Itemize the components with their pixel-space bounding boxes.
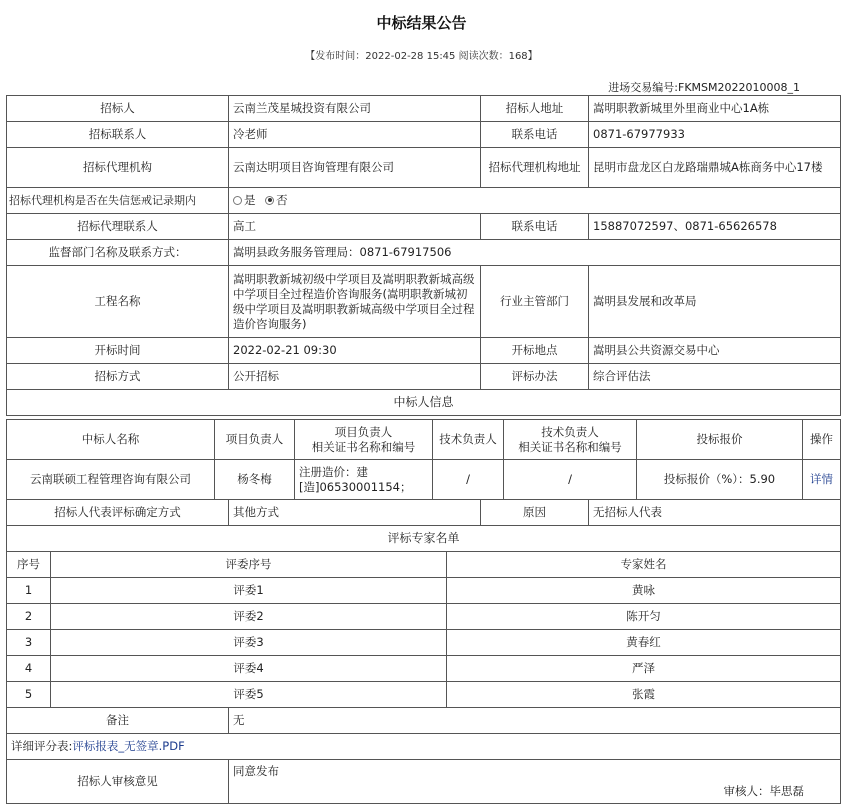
experts-table bbox=[6, 551, 841, 708]
discredit-radio-group bbox=[229, 188, 841, 214]
winner-header-pm-cert: 项目负责人 相关证书名称和编号 bbox=[295, 420, 433, 460]
expert-no: 4 bbox=[7, 656, 51, 682]
project-label: 工程名称 bbox=[7, 266, 229, 338]
review-value: 同意发布 bbox=[233, 764, 279, 778]
expert-name: 张霞 bbox=[447, 682, 841, 708]
contact-value: 冷老师 bbox=[229, 122, 481, 148]
contact-label: 招标联系人 bbox=[7, 122, 229, 148]
open-place-label: 开标地点 bbox=[481, 338, 589, 364]
agency-contact-value: 高工 bbox=[229, 214, 481, 240]
detail-pdf-link[interactable]: 评标报表_无签章.PDF bbox=[72, 739, 185, 753]
table-row bbox=[7, 604, 841, 630]
basic-info-table bbox=[6, 95, 841, 416]
industry-value: 嵩明县发展和改革局 bbox=[589, 266, 841, 338]
project-value: 嵩明职教新城初级中学项目及嵩明职教新城高级中学项目全过程造价咨询服务(嵩明职教新城初级中学项目及嵩明职教新城高级中学项目全过程造价咨询服务) bbox=[229, 266, 481, 338]
trade-number: 进场交易编号:FKMSM2022010008_1 bbox=[608, 81, 800, 94]
tenderer-value: 云南兰茂星城投资有限公司 bbox=[229, 96, 481, 122]
tenderer-label: 招标人 bbox=[7, 96, 229, 122]
winner-section-title: 中标人信息 bbox=[7, 390, 841, 416]
experts-header-name: 专家姓名 bbox=[447, 552, 841, 578]
discredit-yes-label: 是 bbox=[244, 192, 256, 207]
reviewer-name: 审核人：毕思磊 bbox=[723, 784, 804, 798]
eval-value: 综合评估法 bbox=[589, 364, 841, 390]
table-row bbox=[7, 460, 841, 500]
winner-header-tech: 技术负责人 bbox=[433, 420, 504, 460]
radio-no-checked-icon[interactable] bbox=[265, 196, 274, 205]
agency-contact-label: 招标代理联系人 bbox=[7, 214, 229, 240]
expert-no: 1 bbox=[7, 578, 51, 604]
tenderer-address-value: 嵩明职教新城里外里商业中心1A栋 bbox=[589, 96, 841, 122]
remark-value: 无 bbox=[229, 708, 841, 734]
table-row bbox=[7, 682, 841, 708]
supervisor-value: 嵩明县政务服务管理局：0871-67917506 bbox=[229, 240, 841, 266]
winner-pm: 杨冬梅 bbox=[215, 460, 295, 500]
expert-seq: 评委1 bbox=[51, 578, 447, 604]
expert-no: 5 bbox=[7, 682, 51, 708]
footer-table bbox=[6, 707, 841, 804]
expert-no: 3 bbox=[7, 630, 51, 656]
discredit-yes-option[interactable] bbox=[233, 193, 256, 208]
open-place-value: 嵩明县公共资源交易中心 bbox=[589, 338, 841, 364]
review-label: 招标人审核意见 bbox=[7, 760, 229, 804]
rep-table bbox=[6, 499, 841, 552]
agency-phone-value: 15887072597、0871-65626578 bbox=[589, 214, 841, 240]
winner-detail-link[interactable]: 详情 bbox=[803, 460, 841, 500]
winner-header-pm: 项目负责人 bbox=[215, 420, 295, 460]
page-title: 中标结果公告 bbox=[376, 14, 467, 32]
winner-pm-cert: 注册造价：建[造]06530001154； bbox=[295, 460, 433, 500]
winner-header-name: 中标人名称 bbox=[7, 420, 215, 460]
experts-header-seq: 评委序号 bbox=[51, 552, 447, 578]
table-row bbox=[7, 578, 841, 604]
expert-no: 2 bbox=[7, 604, 51, 630]
expert-name: 陈开匀 bbox=[447, 604, 841, 630]
expert-name: 黄春红 bbox=[447, 630, 841, 656]
rep-method-value: 其他方式 bbox=[229, 500, 481, 526]
winner-header-op: 操作 bbox=[803, 420, 841, 460]
table-row bbox=[7, 630, 841, 656]
agency-address-label: 招标代理机构地址 bbox=[481, 148, 589, 188]
publish-meta: 【发布时间：2022-02-28 15:45 阅读次数：168】 bbox=[305, 51, 538, 62]
expert-seq: 评委4 bbox=[51, 656, 447, 682]
method-value: 公开招标 bbox=[229, 364, 481, 390]
phone-value: 0871-67977933 bbox=[589, 122, 841, 148]
detail-row bbox=[7, 734, 841, 760]
expert-seq: 评委3 bbox=[51, 630, 447, 656]
expert-seq: 评委2 bbox=[51, 604, 447, 630]
reason-label: 原因 bbox=[481, 500, 589, 526]
winner-header-tech-cert: 技术负责人 相关证书名称和编号 bbox=[504, 420, 637, 460]
reason-value: 无招标人代表 bbox=[589, 500, 841, 526]
winner-table bbox=[6, 419, 841, 500]
industry-label: 行业主管部门 bbox=[481, 266, 589, 338]
radio-yes-icon[interactable] bbox=[233, 196, 242, 205]
expert-seq: 评委5 bbox=[51, 682, 447, 708]
winner-name: 云南联硕工程管理咨询有限公司 bbox=[7, 460, 215, 500]
expert-name: 黄咏 bbox=[447, 578, 841, 604]
expert-name: 严泽 bbox=[447, 656, 841, 682]
winner-tech-cert: / bbox=[504, 460, 637, 500]
agency-address-value: 昆明市盘龙区白龙路瑞鼎城A栋商务中心17楼 bbox=[589, 148, 841, 188]
open-time-label: 开标时间 bbox=[7, 338, 229, 364]
agency-label: 招标代理机构 bbox=[7, 148, 229, 188]
supervisor-label: 监督部门名称及联系方式： bbox=[7, 240, 229, 266]
experts-section-title: 评标专家名单 bbox=[7, 526, 841, 552]
method-label: 招标方式 bbox=[7, 364, 229, 390]
review-cell bbox=[229, 760, 841, 804]
phone-label: 联系电话 bbox=[481, 122, 589, 148]
detail-prefix: 详细评分表: bbox=[11, 739, 73, 753]
winner-bid: 投标报价（%）：5.90 bbox=[637, 460, 803, 500]
discredit-label: 招标代理机构是否在失信惩戒记录期内 bbox=[7, 188, 229, 214]
agency-phone-label: 联系电话 bbox=[481, 214, 589, 240]
table-row bbox=[7, 656, 841, 682]
winner-header-bid: 投标报价 bbox=[637, 420, 803, 460]
tenderer-address-label: 招标人地址 bbox=[481, 96, 589, 122]
eval-label: 评标办法 bbox=[481, 364, 589, 390]
winner-tech: / bbox=[433, 460, 504, 500]
open-time-value: 2022-02-21 09:30 bbox=[229, 338, 481, 364]
agency-value: 云南达明项目咨询管理有限公司 bbox=[229, 148, 481, 188]
discredit-no-option[interactable] bbox=[265, 193, 288, 208]
rep-method-label: 招标人代表评标确定方式 bbox=[7, 500, 229, 526]
discredit-no-label: 否 bbox=[276, 192, 288, 207]
remark-label: 备注 bbox=[7, 708, 229, 734]
experts-header-no: 序号 bbox=[7, 552, 51, 578]
